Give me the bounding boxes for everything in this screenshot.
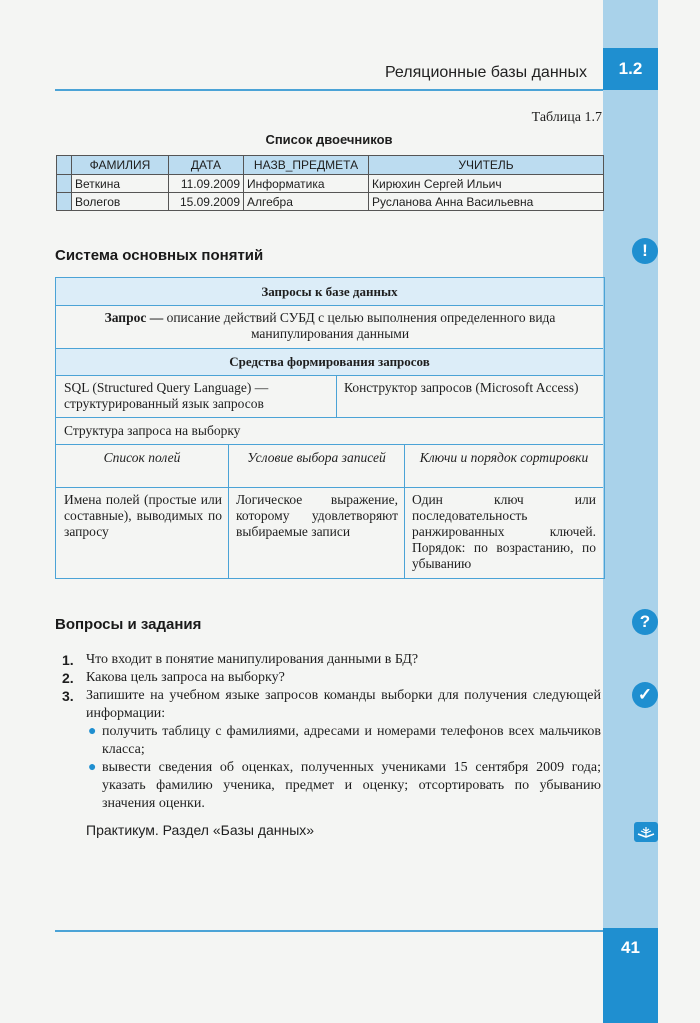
- questions-heading: Вопросы и задания: [55, 616, 202, 633]
- bullet-item: ● вывести сведения об оценках, полученных учениками 15 сентября 2009 года; указать фамилию ученика, предмет и оценку; отсортировать по убыванию значения оценки.: [88, 760, 601, 811]
- definition-text: описание действий СУБД с целью выполнения определенного вида манипулирования данными: [166, 310, 556, 341]
- col-text-condition: Логическое выражение, которому удовлетворяют выбираемые записи: [236, 492, 398, 539]
- list-item: 2. Какова цель запроса на выборку?: [62, 670, 285, 686]
- question-icon: ?: [632, 609, 658, 635]
- concepts-table: [55, 277, 605, 579]
- concepts-heading: Система основных понятий: [55, 247, 264, 264]
- column-header: ДАТА: [169, 156, 244, 175]
- table-caption: Таблица 1.7: [531, 110, 602, 125]
- query-definition: [64, 310, 596, 348]
- col-text-keys: Один ключ или последовательность ранжированных ключей. Порядок: по возрастанию, по убыванию: [412, 492, 596, 571]
- chapter-number: 1.2: [603, 48, 658, 90]
- practicum-reference: Практикум. Раздел «Базы данных»: [86, 822, 315, 838]
- table-cell: Алгебра: [244, 193, 369, 211]
- column-header: НАЗВ_ПРЕДМЕТА: [244, 156, 369, 175]
- list-item: 3. Запишите на учебном языке запросов команды выборки для получения следующей информации: ● получить таблицу с фамилиями, адресами и номерами телефонов всех мальчиков класса; ● вывести сведения об оценках, полученных учениками 15 сентября 2009 года; указать фамилию ученика, предмет и оценку; отсортировать по убыванию значения оценки.: [62, 688, 601, 811]
- row-selector: [57, 193, 72, 211]
- side-strip: [603, 0, 658, 1023]
- table-title: Список двоечников: [265, 132, 393, 147]
- practicum-book-icon: [634, 822, 658, 842]
- important-icon: !: [632, 238, 658, 264]
- header-rule: [55, 89, 603, 91]
- table-cell: 11.09.2009: [169, 175, 244, 193]
- bullet-icon: ●: [88, 760, 97, 775]
- table-header-row: [57, 156, 604, 175]
- column-header: УЧИТЕЛЬ: [369, 156, 604, 175]
- section-title: Реляционные базы данных: [384, 64, 587, 81]
- footer-rule: [55, 930, 603, 932]
- question-text: Запишите на учебном языке запросов команды выборки для получения следующей информации:: [86, 688, 601, 721]
- table-cell: Волегов: [72, 193, 169, 211]
- col-header-fields: Список полей: [103, 450, 181, 465]
- definition-term: Запрос —: [104, 310, 164, 325]
- row-selector: [57, 175, 72, 193]
- table-cell: Веткина: [72, 175, 169, 193]
- table-cell: Кирюхин Сергей Ильич: [369, 175, 604, 193]
- col-header-keys: Ключи и порядок сортировки: [419, 450, 589, 465]
- table-row: [57, 175, 604, 193]
- table-cell: Русланова Анна Васильевна: [369, 193, 604, 211]
- concepts-main-title: Запросы к базе данных: [56, 278, 603, 305]
- column-header: ФАМИЛИЯ: [72, 156, 169, 175]
- page-number: 41: [603, 928, 658, 1023]
- bullet-item: ● получить таблицу с фамилиями, адресами и номерами телефонов всех мальчиков класса;: [88, 724, 601, 757]
- question-text: Какова цель запроса на выборку?: [86, 670, 285, 685]
- bullet-icon: ●: [88, 724, 97, 739]
- tool-constructor: Конструктор запросов (Microsoft Access): [344, 380, 579, 395]
- question-text: Что входит в понятие манипулирования данными в БД?: [86, 652, 419, 667]
- structure-title: Структура запроса на выборку: [64, 423, 241, 438]
- row-selector-header: [57, 156, 72, 175]
- task-bullets: [86, 723, 601, 813]
- table-cell: Информатика: [244, 175, 369, 193]
- table-cell: 15.09.2009: [169, 193, 244, 211]
- questions-list: [62, 651, 607, 813]
- table-row: [57, 193, 604, 211]
- tools-title: Средства формирования запросов: [56, 349, 603, 375]
- col-header-condition: Условие выбора записей: [247, 450, 386, 465]
- tool-sql: SQL (Structured Query Language) — структурированный язык запросов: [64, 380, 269, 411]
- data-table: [56, 155, 604, 211]
- col-text-fields: Имена полей (простые или составные), выводимых по запросу: [64, 492, 222, 539]
- check-icon: ✓: [632, 682, 658, 708]
- list-item: 1. Что входит в понятие манипулирования данными в БД?: [62, 652, 419, 668]
